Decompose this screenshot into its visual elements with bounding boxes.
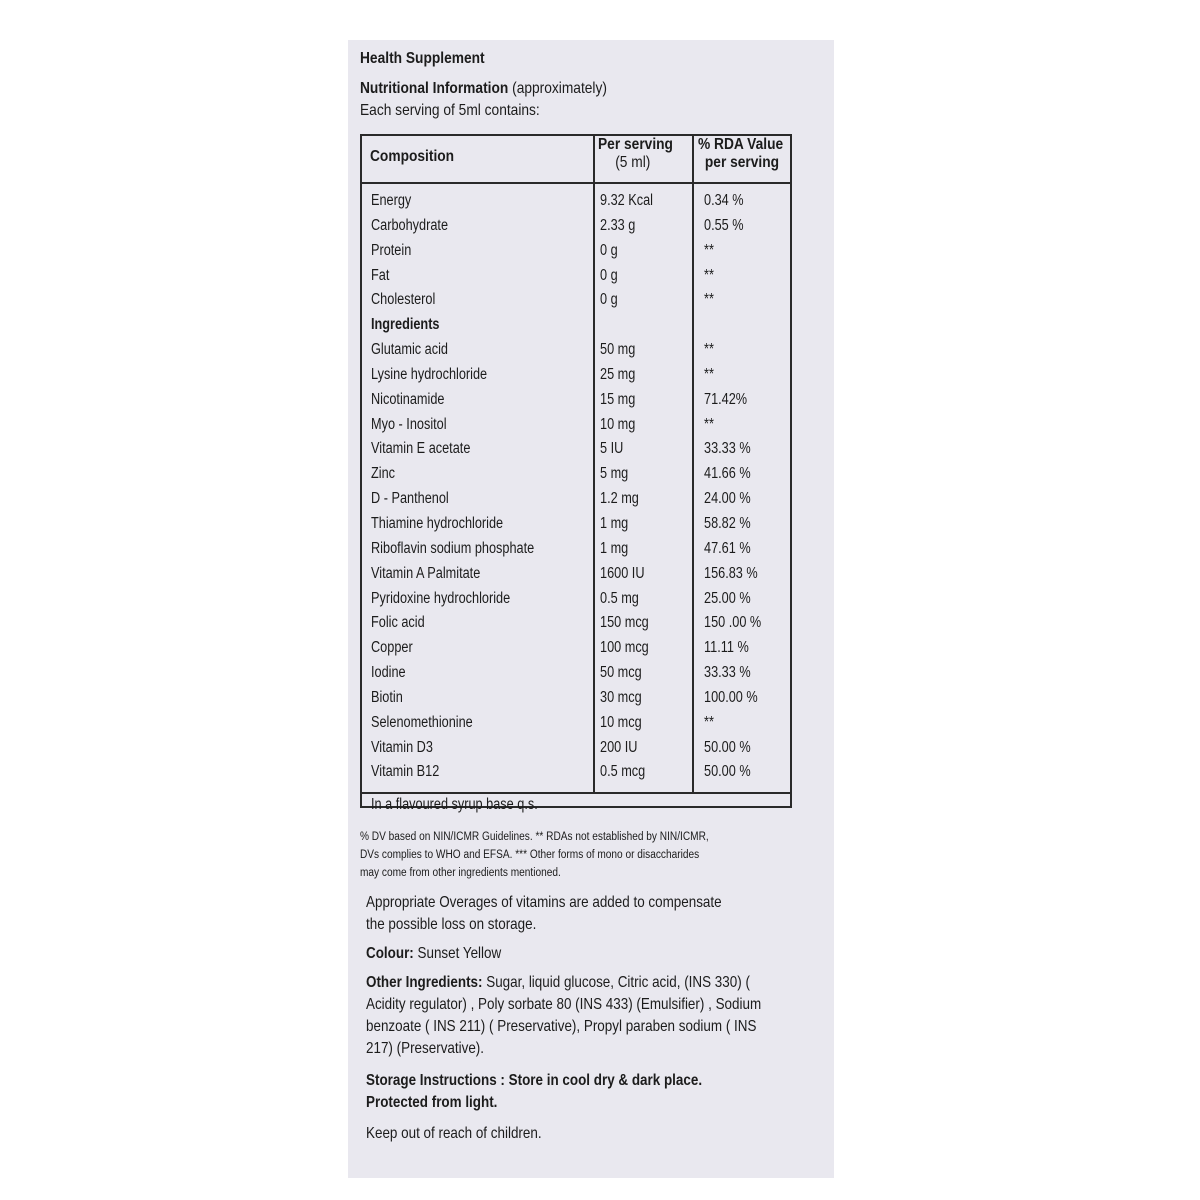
header-rda bbox=[698, 136, 783, 172]
table-row bbox=[362, 739, 790, 764]
composition-cell: Iodine bbox=[371, 664, 406, 682]
per-serving-cell: 200 IU bbox=[600, 738, 638, 756]
per-serving-cell: 10 mcg bbox=[600, 713, 642, 731]
rda-cell: 71.42% bbox=[704, 390, 748, 408]
composition-cell: Biotin bbox=[371, 688, 403, 706]
per-serving-cell: 0 g bbox=[600, 291, 618, 309]
per-serving-cell: 1 mg bbox=[600, 514, 629, 532]
table-row bbox=[362, 565, 790, 590]
table-row bbox=[362, 614, 790, 639]
composition-cell: Cholesterol bbox=[371, 291, 436, 309]
other-ingredients-line-1: Sugar, liquid glucose, Citric acid, (INS 330) ( bbox=[482, 974, 750, 991]
composition-cell: Pyridoxine hydrochloride bbox=[371, 589, 511, 607]
nutrition-heading bbox=[360, 80, 607, 98]
table-row bbox=[362, 515, 790, 540]
colour-value: Sunset Yellow bbox=[413, 945, 502, 962]
table-row bbox=[362, 763, 790, 788]
header-rda-line1: % RDA Value bbox=[698, 136, 784, 153]
table-row bbox=[362, 590, 790, 615]
composition-cell: Energy bbox=[371, 192, 412, 209]
table-row bbox=[362, 490, 790, 515]
rda-cell: 47.61 % bbox=[704, 539, 751, 557]
rda-cell: 33.33 % bbox=[704, 440, 751, 458]
rda-cell: ** bbox=[704, 291, 714, 309]
table-row bbox=[362, 192, 790, 217]
composition-cell: Zinc bbox=[371, 465, 396, 483]
footnote-line-3: may come from other ingredients mentioned. bbox=[360, 867, 561, 879]
rda-cell: ** bbox=[704, 415, 714, 433]
per-serving-cell: 1600 IU bbox=[600, 564, 645, 582]
per-serving-cell: 100 mcg bbox=[600, 639, 649, 657]
other-ingredients-line-4: 217) (Preservative). bbox=[366, 1040, 485, 1057]
rda-cell: 150 .00 % bbox=[704, 614, 762, 632]
composition-cell: Vitamin D3 bbox=[371, 738, 433, 756]
composition-cell: Copper bbox=[371, 639, 413, 657]
composition-cell: D - Panthenol bbox=[371, 490, 449, 508]
rda-cell: ** bbox=[704, 341, 714, 359]
other-ingredients-line-2: Acidity regulator) , Poly sorbate 80 (INS 433) (Emulsifier) , Sodium bbox=[366, 996, 762, 1013]
table-row bbox=[362, 639, 790, 664]
per-serving-cell: 5 IU bbox=[600, 440, 624, 458]
overages-line-1: Appropriate Overages of vitamins are added to compensate bbox=[366, 894, 722, 911]
rda-cell: ** bbox=[704, 241, 714, 259]
table-row bbox=[362, 465, 790, 490]
composition-cell: Vitamin A Palmitate bbox=[371, 564, 481, 582]
per-serving-cell: 2.33 g bbox=[600, 216, 636, 234]
rda-cell: 50.00 % bbox=[704, 763, 751, 781]
rda-cell: ** bbox=[704, 713, 714, 731]
header-rda-line2: per serving bbox=[704, 154, 780, 171]
storage-line-1: Storage Instructions : Store in cool dry & dark place. bbox=[366, 1072, 703, 1089]
rda-cell: 58.82 % bbox=[704, 514, 751, 532]
per-serving-cell: 1.2 mg bbox=[600, 490, 639, 508]
composition-cell: Glutamic acid bbox=[371, 341, 449, 359]
composition-cell: Ingredients bbox=[371, 316, 440, 334]
footnote-line-1: % DV based on NIN/ICMR Guidelines. ** RDAs not established by NIN/ICMR, bbox=[360, 831, 709, 843]
product-label-panel bbox=[348, 40, 834, 1178]
per-serving-cell: 25 mg bbox=[600, 365, 636, 383]
composition-cell: Selenomethionine bbox=[371, 713, 473, 731]
table-row bbox=[362, 242, 790, 267]
rda-cell: 11.11 % bbox=[704, 639, 749, 657]
header-per-serving bbox=[598, 136, 673, 172]
nutrition-heading-note: (approximately) bbox=[508, 80, 607, 97]
table-row bbox=[362, 217, 790, 242]
table-row bbox=[362, 316, 790, 341]
rda-cell: 0.34 % bbox=[704, 192, 744, 209]
footnote-line-2: DVs complies to WHO and EFSA. *** Other forms of mono or disaccharides bbox=[360, 849, 700, 861]
composition-cell: Folic acid bbox=[371, 614, 425, 632]
rda-cell: 50.00 % bbox=[704, 738, 751, 756]
storage-instructions bbox=[366, 1070, 702, 1114]
other-ingredients-line-3: benzoate ( INS 211) ( Preservative), Propyl paraben sodium ( INS bbox=[366, 1018, 757, 1035]
rda-cell: 0.55 % bbox=[704, 216, 744, 234]
table-row bbox=[362, 416, 790, 441]
per-serving-cell: 0 g bbox=[600, 266, 618, 284]
overages-line-2: the possible loss on storage. bbox=[366, 916, 537, 933]
composition-cell: Protein bbox=[371, 241, 412, 259]
per-serving-cell: 0 g bbox=[600, 241, 618, 259]
rda-cell: 33.33 % bbox=[704, 664, 751, 682]
other-ingredients-label: Other Ingredients: bbox=[366, 974, 483, 991]
header-composition: Composition bbox=[370, 148, 455, 165]
header-per-serving-line1: Per serving bbox=[598, 136, 673, 153]
header-per-serving-line2: (5 ml) bbox=[615, 154, 651, 171]
per-serving-cell: 15 mg bbox=[600, 390, 636, 408]
per-serving-cell: 50 mcg bbox=[600, 664, 642, 682]
colour-label: Colour: bbox=[366, 945, 414, 962]
rda-cell: 24.00 % bbox=[704, 490, 751, 508]
nutrition-table bbox=[360, 134, 792, 813]
table-row bbox=[362, 714, 790, 739]
per-serving-cell: 5 mg bbox=[600, 465, 629, 483]
table-row bbox=[362, 540, 790, 565]
warning-text: Keep out of reach of children. bbox=[366, 1125, 542, 1142]
label-title: Health Supplement bbox=[360, 50, 485, 67]
composition-cell: Vitamin B12 bbox=[371, 763, 440, 781]
table-footer: In a flavoured syrup base q.s. bbox=[371, 796, 538, 813]
rda-cell: ** bbox=[704, 266, 714, 284]
serving-line: Each serving of 5ml contains: bbox=[360, 102, 540, 119]
per-serving-cell: 30 mcg bbox=[600, 688, 642, 706]
footer-divider bbox=[362, 792, 790, 794]
table-row bbox=[362, 291, 790, 316]
per-serving-cell: 0.5 mcg bbox=[600, 763, 646, 781]
overages-note bbox=[366, 892, 722, 936]
other-ingredients bbox=[366, 972, 761, 1060]
rda-cell: ** bbox=[704, 365, 714, 383]
table-body bbox=[362, 192, 790, 788]
rda-cell: 41.66 % bbox=[704, 465, 751, 483]
colour-line bbox=[366, 943, 501, 965]
composition-cell: Lysine hydrochloride bbox=[371, 365, 488, 383]
per-serving-cell: 0.5 mg bbox=[600, 589, 639, 607]
composition-cell: Fat bbox=[371, 266, 390, 284]
table-row bbox=[362, 440, 790, 465]
table-row bbox=[362, 689, 790, 714]
composition-cell: Carbohydrate bbox=[371, 216, 449, 234]
per-serving-cell: 10 mg bbox=[600, 415, 636, 433]
composition-cell: Vitamin E acetate bbox=[371, 440, 471, 458]
composition-cell: Riboflavin sodium phosphate bbox=[371, 539, 535, 557]
per-serving-cell: 150 mcg bbox=[600, 614, 649, 632]
rda-cell: 156.83 % bbox=[704, 564, 758, 582]
rda-cell: 25.00 % bbox=[704, 589, 751, 607]
nutrition-heading-bold: Nutritional Information bbox=[360, 80, 509, 97]
table-row bbox=[362, 366, 790, 391]
composition-cell: Nicotinamide bbox=[371, 390, 445, 408]
storage-line-2: Protected from light. bbox=[366, 1094, 498, 1111]
table-row bbox=[362, 341, 790, 366]
table-row bbox=[362, 267, 790, 292]
composition-cell: Myo - Inositol bbox=[371, 415, 447, 433]
per-serving-cell: 9.32 Kcal bbox=[600, 192, 654, 209]
table-row bbox=[362, 391, 790, 416]
per-serving-cell: 50 mg bbox=[600, 341, 636, 359]
per-serving-cell: 1 mg bbox=[600, 539, 629, 557]
composition-cell: Thiamine hydrochloride bbox=[371, 514, 504, 532]
header-divider bbox=[362, 182, 790, 184]
table-row bbox=[362, 664, 790, 689]
rda-cell: 100.00 % bbox=[704, 688, 758, 706]
